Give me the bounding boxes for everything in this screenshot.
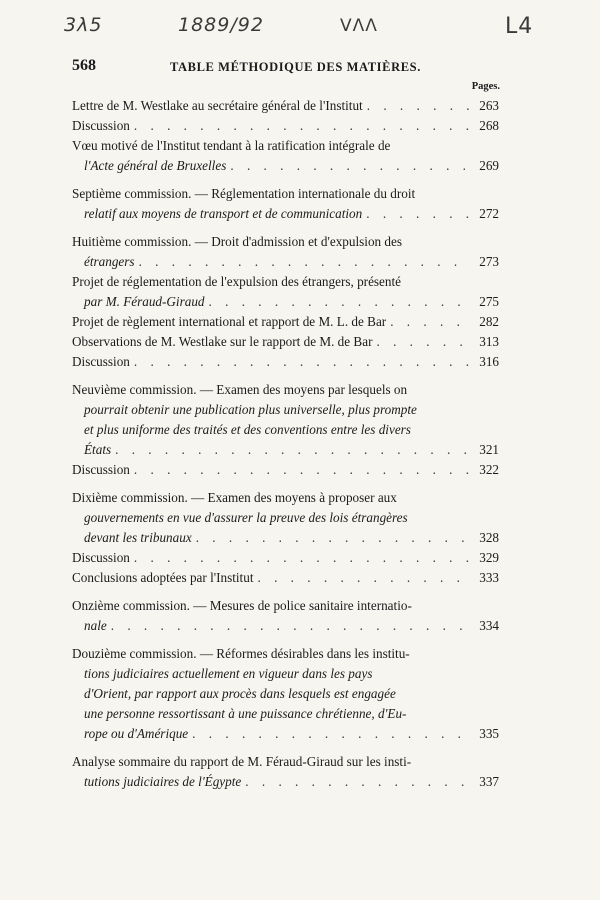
toc-entry-text: tutions judiciaires de l'Égypte: [84, 774, 242, 789]
toc-entry: [72, 96, 499, 116]
toc-entry-line: [72, 96, 499, 116]
toc-entry-text: Observations de M. Westlake sur le rapport de M. de Bar: [72, 334, 373, 349]
toc-entry-text: par M. Féraud-Giraud: [84, 294, 205, 309]
leader-dots: [139, 252, 469, 272]
page-header: [72, 57, 472, 77]
toc-entry-line: [72, 508, 499, 528]
toc-entry-line: [72, 724, 499, 744]
leader-dots: [376, 332, 469, 352]
toc-entry: [72, 272, 499, 312]
toc-entry-line: [72, 184, 499, 204]
toc-entry-text: gouvernements en vue d'assurer la preuve des lois étrangères: [84, 510, 408, 525]
handwritten-date: 1889/92: [178, 14, 264, 36]
toc-entry: [72, 332, 499, 352]
pages-column-label: Pages.: [471, 81, 500, 92]
toc-entry-text: l'Acte général de Bruxelles: [84, 158, 227, 173]
leader-dots: [390, 312, 469, 332]
toc-entry-text: Onzième commission. — Mesures de police sanitaire internatio-: [72, 598, 412, 613]
toc-entry: [72, 488, 499, 548]
toc-entry-line: [72, 460, 499, 480]
toc-entry-text: Analyse sommaire du rapport de M. Féraud-Giraud sur les insti-: [72, 754, 412, 769]
toc-entry-line: [72, 156, 499, 176]
toc-entry-text: Conclusions adoptées par l'Institut: [72, 570, 254, 585]
leader-dots: [134, 352, 469, 372]
toc-entry-line: [72, 400, 499, 420]
page-number: 568: [72, 57, 96, 74]
toc-entry: [72, 136, 499, 176]
toc-entry-text: Vœu motivé de l'Institut tendant à la ratification intégrale de: [72, 138, 391, 153]
toc-entry-line: [72, 232, 499, 252]
toc-page-number: 282: [479, 314, 499, 329]
toc-entry: [72, 352, 499, 372]
toc-page-number: 263: [479, 98, 499, 113]
toc-entry-line: [72, 548, 499, 568]
toc-page-number: 329: [479, 550, 499, 565]
toc-entry: [72, 596, 499, 636]
toc-entry-line: [72, 684, 499, 704]
toc-entry: [72, 644, 499, 744]
toc-entry-text: Projet de réglementation de l'expulsion des étrangers, présenté: [72, 274, 402, 289]
toc-entry-line: [72, 616, 499, 636]
toc-entry-line: [72, 488, 499, 508]
toc-entry-text: Septième commission. — Réglementation internationale du droit: [72, 186, 416, 201]
toc-entry-text: tions judiciaires actuellement en vigueur dans les pays: [84, 666, 373, 681]
toc-entry-line: [72, 752, 499, 772]
leader-dots: [134, 460, 469, 480]
toc-page-number: 268: [479, 118, 499, 133]
toc-entry-text: nale: [84, 618, 107, 633]
toc-page-number: 328: [479, 530, 499, 545]
toc-page-number: 333: [479, 570, 499, 585]
toc-entry: [72, 548, 499, 568]
toc-entry-text: Douzième commission. — Réformes désirables dans les institu-: [72, 646, 410, 661]
leader-dots: [111, 616, 469, 636]
toc-entry-text: Neuvième commission. — Examen des moyens par lesquels on: [72, 382, 408, 397]
leader-dots: [245, 772, 469, 792]
toc-entry-text: États: [84, 442, 112, 457]
toc-entry-text: et plus uniforme des traités et des conventions entre les divers: [84, 422, 411, 437]
toc-entry-text: une personne ressortissant à une puissance chrétienne, d'Eu-: [84, 706, 407, 721]
toc-page-number: 321: [479, 442, 499, 457]
toc-entry-text: Dixième commission. — Examen des moyens à proposer aux: [72, 490, 397, 505]
toc-page-number: 337: [479, 774, 499, 789]
toc-entry-text: devant les tribunaux: [84, 530, 192, 545]
toc-entry-line: [72, 440, 499, 460]
handwritten-note: VΛΛ: [340, 16, 378, 36]
leader-dots: [257, 568, 469, 588]
toc-entry: [72, 232, 499, 272]
toc-page-number: 272: [479, 206, 499, 221]
toc-entry-text: rope ou d'Amérique: [84, 726, 189, 741]
toc-entry: [72, 116, 499, 136]
toc-entry-line: [72, 664, 499, 684]
toc-entry-line: [72, 332, 499, 352]
toc-entry-text: étrangers: [84, 254, 135, 269]
toc-page-number: 335: [479, 726, 499, 741]
handwritten-note: 3λ5: [64, 14, 103, 36]
toc-entry-text: Discussion: [72, 118, 130, 133]
toc-entry-line: [72, 116, 499, 136]
toc-entry-line: [72, 528, 499, 548]
toc-entry-line: [72, 292, 499, 312]
toc-entry-line: [72, 312, 499, 332]
toc-entry-line: [72, 420, 499, 440]
leader-dots: [134, 116, 469, 136]
toc-page-number: 273: [479, 254, 499, 269]
toc-page-number: 322: [479, 462, 499, 477]
leader-dots: [134, 548, 469, 568]
leader-dots: [367, 96, 469, 116]
leader-dots: [115, 440, 469, 460]
handwritten-note: L4: [505, 14, 534, 39]
toc-entry: [72, 184, 499, 224]
toc-entry: [72, 380, 499, 460]
toc-entry-line: [72, 272, 499, 292]
toc-entry-text: relatif aux moyens de transport et de communication: [84, 206, 363, 221]
toc-entry-line: [72, 596, 499, 616]
toc-entry-text: Discussion: [72, 550, 130, 565]
toc-entry-line: [72, 352, 499, 372]
toc-page-number: 316: [479, 354, 499, 369]
page-title: TABLE MÉTHODIQUE DES MATIÈRES.: [170, 60, 421, 74]
toc-entry-line: [72, 252, 499, 272]
leader-dots: [196, 528, 469, 548]
toc-entry-text: Discussion: [72, 462, 130, 477]
toc-entry-line: [72, 772, 499, 792]
toc-entry-text: d'Orient, par rapport aux procès dans lesquels est engagée: [84, 686, 396, 701]
table-of-contents: [72, 96, 499, 792]
leader-dots: [366, 204, 469, 224]
toc-entry-text: Discussion: [72, 354, 130, 369]
toc-entry-line: [72, 568, 499, 588]
toc-page-number: 275: [479, 294, 499, 309]
leader-dots: [192, 724, 469, 744]
toc-entry: [72, 568, 499, 588]
toc-entry: [72, 460, 499, 480]
toc-entry-text: Projet de règlement international et rapport de M. L. de Bar: [72, 314, 387, 329]
toc-page-number: 269: [479, 158, 499, 173]
toc-entry-line: [72, 380, 499, 400]
toc-entry-text: Huitième commission. — Droit d'admission et d'expulsion des: [72, 234, 403, 249]
toc-entry-line: [72, 704, 499, 724]
toc-entry-text: pourrait obtenir une publication plus universelle, plus prompte: [84, 402, 417, 417]
toc-entry-line: [72, 204, 499, 224]
toc-entry-line: [72, 136, 499, 156]
toc-entry: [72, 752, 499, 792]
leader-dots: [209, 292, 469, 312]
toc-page-number: 334: [479, 618, 499, 633]
toc-entry-line: [72, 644, 499, 664]
toc-page-number: 313: [479, 334, 499, 349]
toc-entry-text: Lettre de M. Westlake au secrétaire général de l'Institut: [72, 98, 363, 113]
leader-dots: [230, 156, 469, 176]
toc-entry: [72, 312, 499, 332]
